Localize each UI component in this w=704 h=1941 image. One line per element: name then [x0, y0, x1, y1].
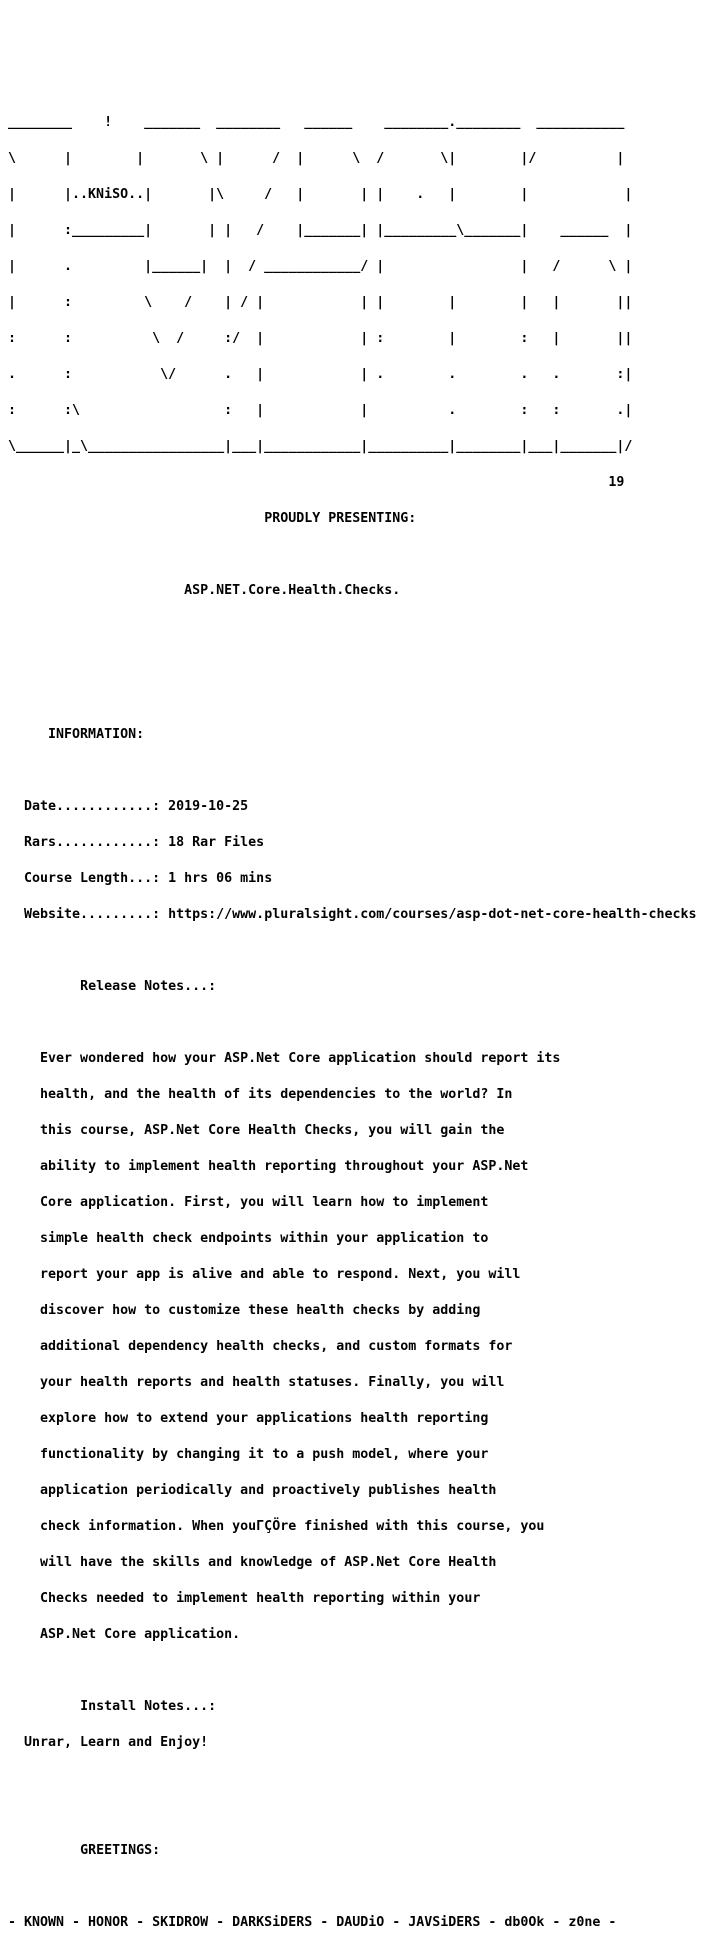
info-row-rars	[8, 837, 696, 849]
release-notes-text: health, and the health of its dependencies to the world? In	[40, 1087, 513, 1102]
release-notes-text: explore how to extend your applications health reporting	[40, 1411, 489, 1426]
release-notes-line	[8, 1449, 696, 1461]
release-notes-text: this course, ASP.Net Core Health Checks, you will gain the	[40, 1123, 505, 1138]
info-row-length	[8, 873, 696, 885]
release-name: ASP.NET.Core.Health.Checks.	[184, 583, 401, 598]
install-notes-heading: Install Notes...:	[80, 1699, 217, 1714]
release-notes-text: Checks needed to implement health reporting within your	[40, 1591, 481, 1606]
release-notes-text: Ever wondered how your ASP.Net Core application should report its	[40, 1051, 561, 1066]
release-notes-text: simple health check endpoints within your application to	[40, 1231, 489, 1246]
website-label: Website.........:	[24, 907, 161, 922]
release-notes-text: discover how to customize these health checks by adding	[40, 1303, 481, 1318]
release-notes-heading: Release Notes...:	[80, 979, 217, 994]
art-line: 19	[8, 475, 625, 490]
greetings-line	[8, 1917, 696, 1929]
release-notes-line	[8, 1629, 696, 1641]
course-length-label: Course Length...:	[24, 871, 161, 886]
release-notes-text: functionality by changing it to a push model, where your	[40, 1447, 489, 1462]
nfo-document	[8, 93, 696, 1941]
release-notes-line	[8, 1485, 696, 1497]
art-line: . : \/ . | | . . . . :|	[8, 367, 633, 382]
install-notes-text: Unrar, Learn and Enjoy!	[24, 1735, 209, 1750]
art-line: | |..KNiSO..| |\ / | | | . | | |	[8, 187, 633, 202]
date-label: Date............:	[24, 799, 161, 814]
art-line: \______|_\_________________|___|____________|__________|________|___|_______|/	[8, 439, 633, 454]
release-notes-line	[8, 1557, 696, 1569]
greetings-heading-line	[8, 1845, 696, 1857]
greetings-heading: GREETINGS:	[80, 1843, 161, 1858]
release-notes-line	[8, 1377, 696, 1389]
art-line: | : \ / | / | | | | | | ||	[8, 295, 633, 310]
release-name-line	[8, 585, 696, 597]
release-notes-line	[8, 1161, 696, 1173]
release-notes-text: report your app is alive and able to respond. Next, you will	[40, 1267, 521, 1282]
release-notes-line	[8, 1413, 696, 1425]
info-row-date	[8, 801, 696, 813]
release-notes-line	[8, 1341, 696, 1353]
presenting-line	[8, 513, 696, 525]
date-value: 2019-10-25	[168, 799, 249, 814]
art-line: : : \ / :/ | | : | : | ||	[8, 331, 633, 346]
release-notes-text: ASP.Net Core application.	[40, 1627, 241, 1642]
release-notes-text: ability to implement health reporting throughout your ASP.Net	[40, 1159, 529, 1174]
release-notes-line	[8, 1197, 696, 1209]
release-notes-text: additional dependency health checks, and custom formats for	[40, 1339, 513, 1354]
release-notes-text: will have the skills and knowledge of ASP.Net Core Health	[40, 1555, 497, 1570]
information-heading-line	[8, 729, 696, 741]
release-notes-text: your health reports and health statuses. Finally, you will	[40, 1375, 505, 1390]
art-line: | . |______| | / ____________/ | | / \ |	[8, 259, 633, 274]
release-notes-text: check information. When youΓÇÖre finished with this course, you	[40, 1519, 545, 1534]
info-row-website	[8, 909, 696, 921]
release-notes-line	[8, 1269, 696, 1281]
rars-value: 18 Rar Files	[168, 835, 265, 850]
course-length-value: 1 hrs 06 mins	[168, 871, 273, 886]
art-line: ________ ! _______ ________ ______ ________.________ ___________	[8, 115, 625, 130]
presenting-text: PROUDLY PRESENTING:	[264, 511, 417, 526]
release-notes-line	[8, 1521, 696, 1533]
release-notes-line	[8, 1593, 696, 1605]
release-notes-line	[8, 1053, 696, 1065]
art-line: | :_________| | | / |_______| |_________\_______| ______ |	[8, 223, 633, 238]
website-link[interactable]: https://www.pluralsight.com/courses/asp-dot-net-core-health-checks	[168, 907, 697, 922]
release-notes-line	[8, 1305, 696, 1317]
install-notes-line	[8, 1737, 696, 1749]
greetings-text: - KNOWN - HONOR - SKIDROW - DARKSiDERS - DAUDiO - JAVSiDERS - db0Ok - z0ne -	[8, 1915, 617, 1930]
release-notes-line	[8, 1089, 696, 1101]
release-notes-heading-line	[8, 981, 696, 993]
install-notes-heading-line	[8, 1701, 696, 1713]
rars-label: Rars............:	[24, 835, 161, 850]
release-notes-line	[8, 1125, 696, 1137]
information-heading: INFORMATION:	[48, 727, 145, 742]
release-notes-text: Core application. First, you will learn how to implement	[40, 1195, 489, 1210]
release-notes-line	[8, 1233, 696, 1245]
release-notes-text: application periodically and proactively publishes health	[40, 1483, 497, 1498]
art-line: \ | | \ | / | \ / \| |/ |	[8, 151, 625, 166]
art-line: : :\ : | | . : : .|	[8, 403, 633, 418]
